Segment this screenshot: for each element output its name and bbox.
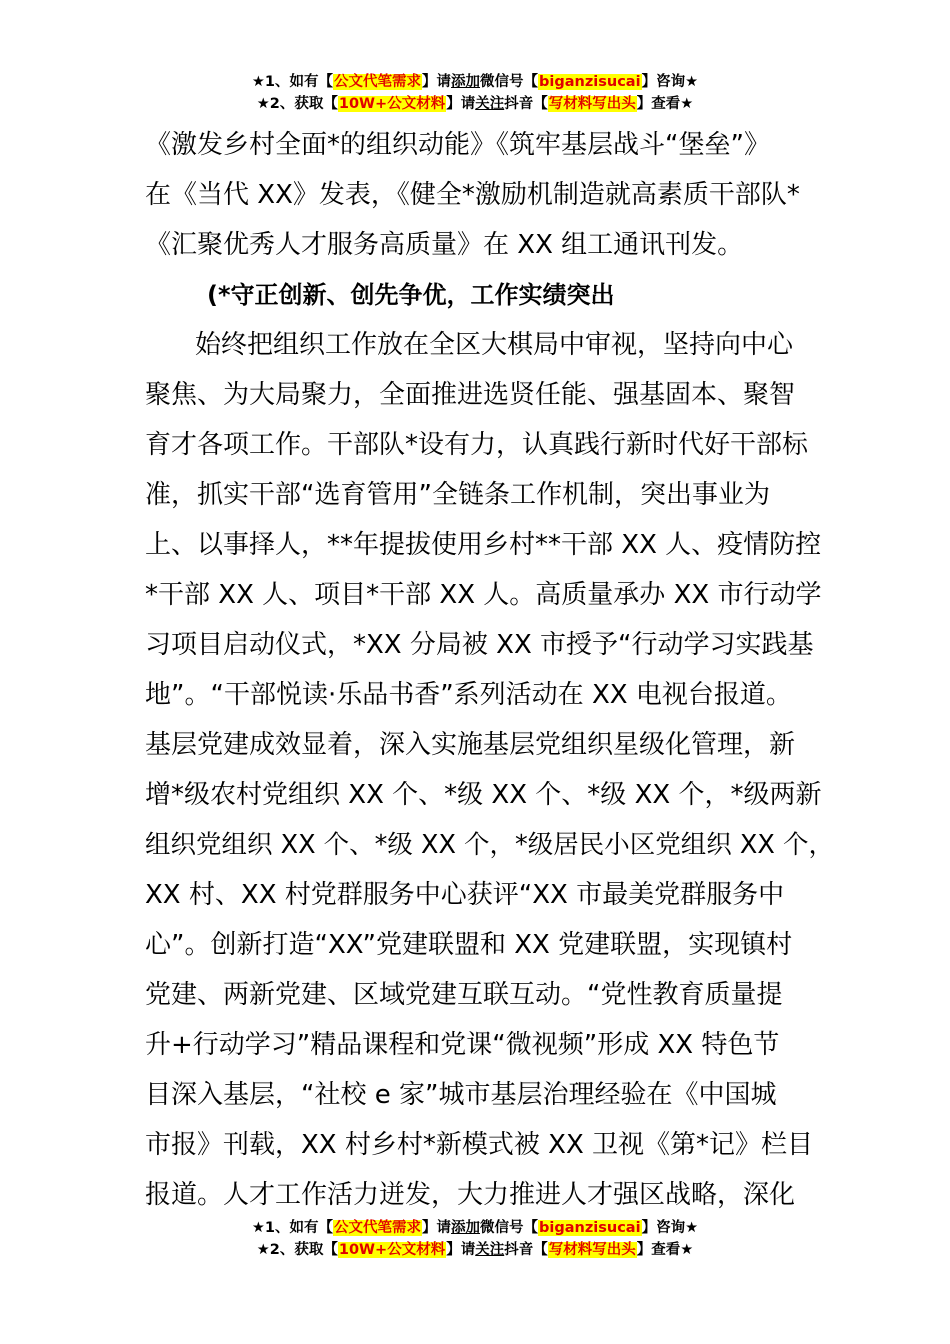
body-line: 组织党组织 XX 个、*级 XX 个，*级居民小区党组织 XX 个， — [145, 830, 834, 860]
promo-highlight: 写材料写出头 — [548, 96, 636, 112]
body-line: 基层党建成效显着，深入实施基层党组织星级化管理，新 — [145, 730, 796, 760]
body-line: 报道。人才工作活力迸发，大力推进人才强区战略，深化 — [145, 1180, 796, 1210]
promo-line-1 — [0, 71, 950, 93]
promo-text: 微信号【 — [480, 1220, 539, 1236]
promo-text: 】请 — [422, 74, 452, 90]
body-line: 心”。创新打造“XX”党建联盟和 XX 党建联盟，实现镇村 — [145, 930, 793, 960]
promo-text: ★2、获取【 — [256, 1242, 338, 1258]
body-line: 地”。“干部悦读·乐品书香”系列活动在 XX 电视台报道。 — [145, 680, 792, 710]
promo-highlight: 公文代笔需求 — [334, 1220, 422, 1236]
promo-underlined-text: 添加 — [451, 74, 481, 90]
promo-text: 】咨询★ — [641, 74, 699, 90]
promo-underlined-text: 关注 — [475, 1242, 505, 1258]
body-line: 增*级农村党组织 XX 个、*级 XX 个、*级 XX 个，*级两新 — [145, 780, 822, 810]
promo-highlight: 10W+公文材料 — [338, 1242, 446, 1258]
promo-text: ★2、获取【 — [256, 96, 338, 112]
promo-highlight: biganzisucai — [539, 1220, 641, 1236]
promo-line-2 — [0, 1239, 950, 1261]
promo-highlight: 10W+公文材料 — [338, 96, 446, 112]
footer-promo-banner — [0, 1217, 950, 1261]
body-line: 《汇聚优秀人才服务高质量》在 XX 组工通讯刊发。 — [145, 230, 744, 260]
promo-highlight: 公文代笔需求 — [334, 74, 422, 90]
body-line: 《激发乡村全面*的组织动能》《筑牢基层战斗“堡垒”》 — [145, 130, 770, 160]
body-line: 在《当代 XX》发表，《健全*激励机制造就高素质干部队* — [145, 180, 800, 210]
promo-text: 抖音【 — [504, 96, 548, 112]
promo-text: 】请 — [422, 1220, 452, 1236]
promo-underlined-text: 添加 — [451, 1220, 481, 1236]
promo-text: ★1、如有【 — [251, 1220, 334, 1236]
body-line: 准，抓实干部“选育管用”全链条工作机制，突出事业为 — [145, 480, 770, 510]
body-line: 聚焦、为大局聚力，全面推进选贤任能、强基固本、聚智 — [145, 380, 796, 410]
body-line: 上、以事择人，**年提拔使用乡村**干部 XX 人、疫情防控 — [145, 530, 822, 560]
promo-text: ★1、如有【 — [251, 74, 334, 90]
body-line: 市报》刊载，XX 村乡村*新模式被 XX 卫视《第*记》栏目 — [145, 1130, 814, 1160]
body-line: 育才各项工作。干部队*设有力，认真践行新时代好干部标 — [145, 430, 809, 460]
body-line: 习项目启动仪式，*XX 分局被 XX 市授予“行动学习实践基 — [145, 630, 814, 660]
header-promo-banner — [0, 71, 950, 115]
section-heading: (*守正创新、创先争优，工作实绩突出 — [207, 281, 615, 309]
promo-line-1 — [0, 1217, 950, 1239]
promo-text: 】请 — [446, 1242, 476, 1258]
promo-text: 】查看★ — [636, 1242, 694, 1258]
promo-text: 抖音【 — [504, 1242, 548, 1258]
promo-line-2 — [0, 93, 950, 115]
promo-highlight: 写材料写出头 — [548, 1242, 636, 1258]
promo-text: 微信号【 — [480, 74, 539, 90]
body-line: 升+行动学习”精品课程和党课“微视频”形成 XX 特色节 — [145, 1030, 780, 1060]
body-line: *干部 XX 人、项目*干部 XX 人。高质量承办 XX 市行动学 — [145, 580, 822, 610]
body-line: 党建、两新党建、区域党建互联互动。“党性教育质量提 — [145, 980, 783, 1010]
body-line: 始终把组织工作放在全区大棋局中审视，坚持向中心 — [195, 330, 794, 360]
promo-text: 】咨询★ — [641, 1220, 699, 1236]
body-line: XX 村、XX 村党群服务中心获评“XX 市最美党群服务中 — [145, 880, 785, 910]
document-body — [145, 120, 835, 1220]
promo-text: 】查看★ — [636, 96, 694, 112]
promo-text: 】请 — [446, 96, 476, 112]
promo-highlight: biganzisucai — [539, 74, 641, 90]
body-line: 目深入基层，“社校 e 家”城市基层治理经验在《中国城 — [145, 1080, 777, 1110]
promo-underlined-text: 关注 — [475, 96, 505, 112]
